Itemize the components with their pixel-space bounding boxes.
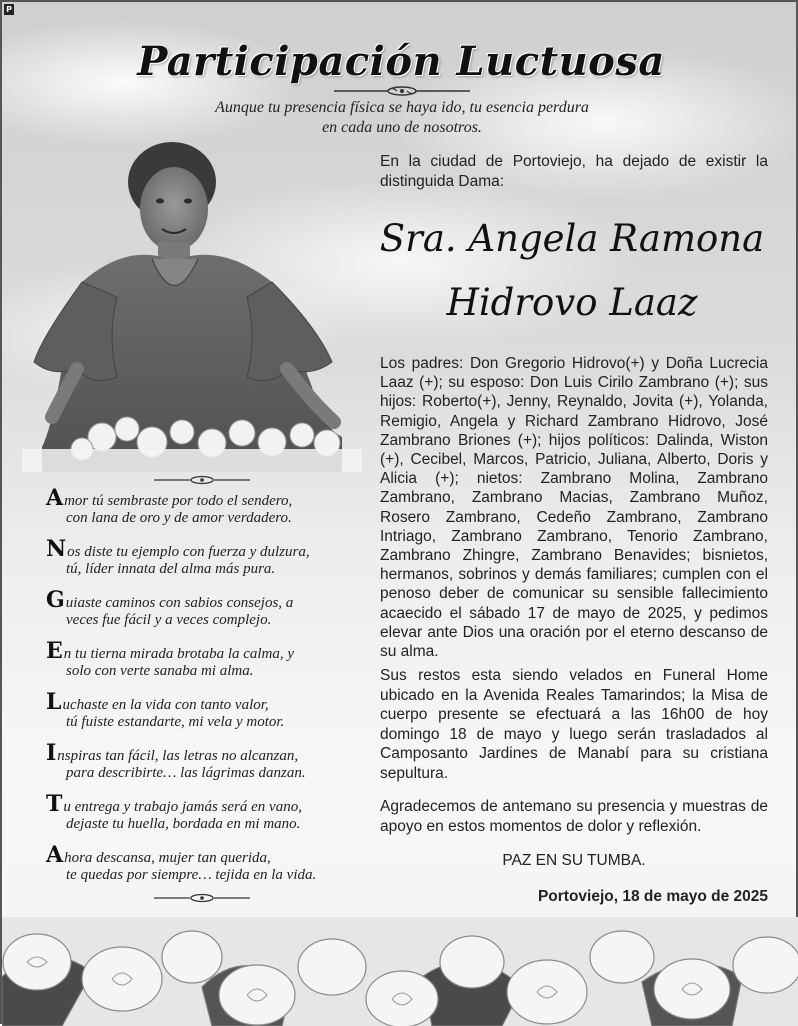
stanza-line-1: nspiras tan fácil, las letras no alcanzan, xyxy=(57,748,299,764)
portrait-photo xyxy=(22,137,362,472)
stanza-line-1: os diste tu ejemplo con fuerza y dulzura, xyxy=(67,544,310,560)
stanza-line-1: hora descansa, mujer tan querida, xyxy=(64,850,271,866)
poem-stanza xyxy=(46,587,346,628)
stanza-initial: G xyxy=(46,587,65,613)
stanza-line-2: tú, líder innata del alma más pura. xyxy=(66,560,276,577)
poem-stanza xyxy=(46,536,346,577)
family-paragraph: Los padres: Don Gregorio Hidrovo(+) y Doña Lucrecia Laaz (+); su esposo: Don Luis Cirilo Zambrano (+); sus hijos: Roberto(+), Jenny, Reynaldo, Jovita (+), Yolanda, Remigio, Angela y Richard Zambrano Hidrovo, José Zambrano Briones (+); hijos políticos: Dalinda, Wiston (+), Cecibel, Marcos, Patricio, Juliana, Alberto, Doris y Alicia (+); nietos: Zambrano Molina, Zambrano Zambrano, Zambrano Macias, Zambrano Muñoz, Rosero Zambrano, Cedeño Zambrano, Zambrano Intriago, Zambrano Zambrano, Tenorio Zambrano, Zambrano Zhingre, Zambrano Benavides; bisnietos, hermanos, sobrinos y demás familiares; cumplen con el penoso deber de comunicar su sensible fallecimiento acaecido el sábado 17 de mayo de 2025, y pedimos elevar ante Dios una oración por el eterno descanso de su alma. xyxy=(380,355,768,661)
stanza-initial: T xyxy=(46,791,63,817)
deceased-name-line-2: Hidrovo Laaz xyxy=(446,281,698,324)
stanza-initial: L xyxy=(46,689,62,715)
deceased-name xyxy=(362,207,782,335)
poem-stanza xyxy=(46,791,346,832)
dateline: Portoviejo, 18 de mayo de 2025 xyxy=(537,888,768,905)
intro-text: En la ciudad de Portoviejo, ha dejado de existir la distinguida Dama: xyxy=(380,153,768,190)
deceased-name-line-1: Sra. Angela Ramona xyxy=(379,217,765,260)
thanks-paragraph: Agradecemos de antemano su presencia y muestras de apoyo en estos momentos de dolor y reflexión. xyxy=(380,798,768,835)
epigraph-line-2: en cada uno de nosotros. xyxy=(322,119,482,136)
poem-stanza xyxy=(46,689,346,730)
poem-ornament-icon xyxy=(152,892,252,904)
stanza-initial: A xyxy=(46,485,64,511)
poem-stanza xyxy=(46,638,346,679)
poem-stanza xyxy=(46,485,346,526)
stanza-line-2: tú fuiste estandarte, mi vela y motor. xyxy=(66,713,285,730)
funeral-details-paragraph: Sus restos esta siendo velados en Funeral Home ubicado en la Avenida Reales Tamarindos; la Misa de cuerpo presente se efectuará a las 16h00 de hoy domingo 18 de mayo y luego serán trasladados al Camposanto Jardines de Manabí para su cristiana sepultura. xyxy=(380,667,768,782)
photo-ornament-icon xyxy=(152,474,252,486)
epigraph xyxy=(152,98,652,138)
stanza-line-2: solo con verte sanaba mi alma. xyxy=(66,662,254,679)
closing-text: PAZ EN SU TUMBA. xyxy=(502,852,646,869)
publisher-mark-icon: P xyxy=(4,4,14,15)
stanza-initial: N xyxy=(46,536,67,562)
title-ornament-icon xyxy=(332,84,472,98)
stanza-line-2: veces fue fácil y a veces complejo. xyxy=(66,611,272,628)
stanza-initial: E xyxy=(46,638,63,664)
poem-stanza xyxy=(46,740,346,781)
stanza-line-1: uiaste caminos con sabios consejos, a xyxy=(65,595,294,611)
stanza-line-2: te quedas por siempre… tejida en la vida. xyxy=(66,866,317,883)
stanza-initial: I xyxy=(46,740,57,766)
stanza-line-2: para describirte… las lágrimas danzan. xyxy=(66,764,306,781)
stanza-line-1: n tu tierna mirada brotaba la calma, y xyxy=(63,646,295,662)
stanza-line-1: u entrega y trabajo jamás será en vano, xyxy=(63,799,302,815)
stanza-line-1: uchaste en la vida con tanto valor, xyxy=(62,697,269,713)
stanza-line-1: mor tú sembraste por todo el sendero, xyxy=(64,493,293,509)
page-title: Participación Luctuosa xyxy=(137,38,665,85)
epigraph-line-1: Aunque tu presencia física se haya ido, tu esencia perdura xyxy=(215,99,589,116)
roses-border-image xyxy=(2,917,798,1026)
stanza-initial: A xyxy=(46,842,64,868)
stanza-line-2: dejaste tu huella, bordada en mi mano. xyxy=(66,815,301,832)
acrostic-poem xyxy=(46,485,346,898)
stanza-line-2: con lana de oro y de amor verdadero. xyxy=(66,509,292,526)
poem-stanza xyxy=(46,842,346,883)
